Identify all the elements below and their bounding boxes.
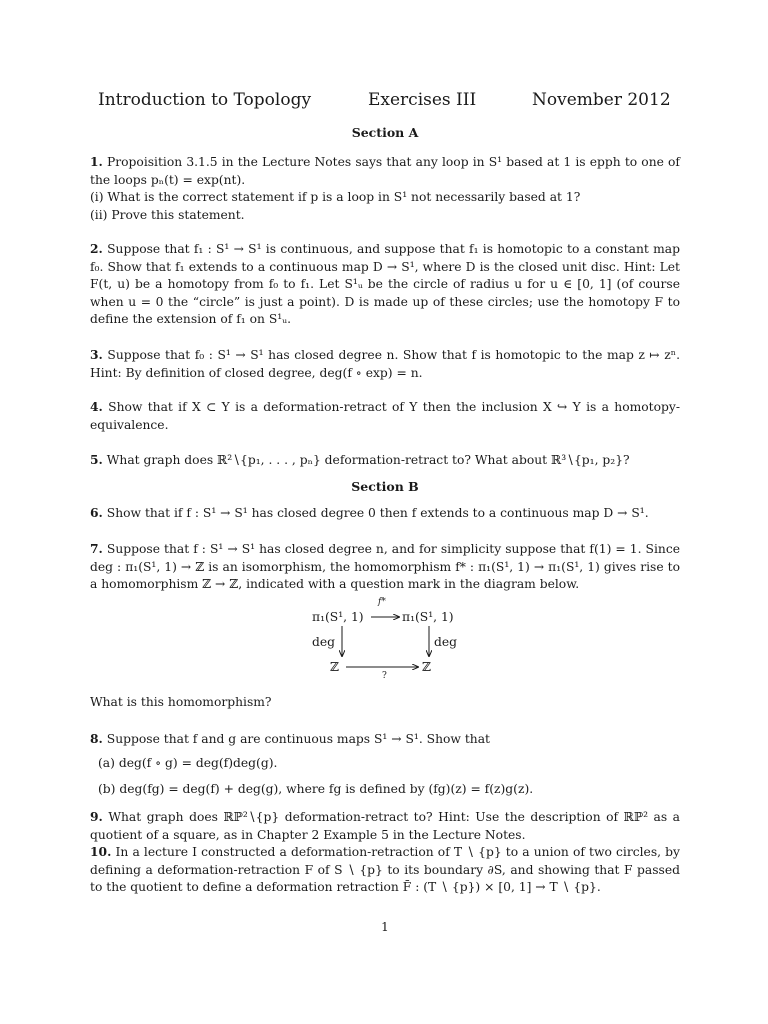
diagram-top-right: π₁(S¹, 1) [402,610,454,624]
exercise-part-ii: (ii) Prove this statement. [90,207,245,222]
course-title: Introduction to Topology [98,90,312,110]
exercise-text: What graph does ℝ²∖{p₁, . . . , pₙ} deformation-retract to? What about ℝ³∖{p₁, p₂}? [106,453,630,467]
commutative-diagram [90,597,680,690]
exercise-text: Show that if f : S¹ → S¹ has closed degree 0 then f extends to a continuous map D → S¹. [106,506,649,520]
exercise-8 [90,730,680,749]
exercise-8-part-b: (b) deg(fg) = deg(f) + deg(g), where fg is defined by (fg)(z) = f(z)g(z). [98,782,534,796]
exercise-3 [90,346,680,382]
diagram-bottom-right: ℤ [422,660,431,674]
exercise-2 [90,240,680,329]
exercise-part-i: (i) What is the correct statement if p is a loop in S¹ not necessarily based at 1? [90,190,581,204]
section-b-heading: Section B [351,479,419,494]
exercise-number: 9. [90,809,103,824]
exercise-8-part-a: (a) deg(f ∘ g) = deg(f)deg(g). [98,756,278,770]
diagram-right-arrow-label: deg [434,635,458,649]
exercise-text: Suppose that f₁ : S¹ → S¹ is continuous, and suppose that f₁ is homotopic to a constant map f₀. Show that f₁ extends to a continuous map D → S¹, where D is the closed unit disc. Hint: Let F(t, u) be a homotopy from f₀ to f₁. Let S¹ᵤ be the circle of radius u for u ∈ [0, 1] (of course when u = 0 the “circle” is just a point). D is made up of these circles; use the homotopy F to define the extension of f₁ on S¹ᵤ. [90,242,680,326]
exercise-10 [90,843,680,897]
exercise-number: 6. [90,505,103,520]
exercise-text: Suppose that f and g are continuous maps S¹ → S¹. Show that [106,732,490,746]
diagram-bottom-left: ℤ [330,660,339,674]
exercise-number: 1. [90,154,103,169]
exercise-number: 5. [90,452,103,467]
exercise-1 [90,153,680,224]
diagram-arrows [90,600,680,690]
exercise-number: 4. [90,399,103,414]
exercise-text: Propoisition 3.1.5 in the Lecture Notes says that any loop in S¹ based at 1 is epph to one of the loops pₙ(t) = exp(nt). [90,155,680,187]
exercise-number: 8. [90,731,103,746]
diagram-top-left: π₁(S¹, 1) [312,610,364,624]
exercise-number: 3. [90,347,103,362]
exercise-text: What graph does ℝℙ²∖{p} deformation-retract to? Hint: Use the description of ℝℙ² as a quotient of a square, as in Chapter 2 Example 5 in the Lecture Notes. [90,810,680,842]
header [90,90,680,114]
exercise-5 [90,451,680,470]
exercise-text: Suppose that f : S¹ → S¹ has closed degree n, and for simplicity suppose that f(1) = 1. Since deg : π₁(S¹, 1) → ℤ is an isomorphism, the homomorphism f* : π₁(S¹, 1) → π₁(S¹, 1) gives rise to a homomorphism ℤ → ℤ, indicated with a question mark in the diagram below. [90,542,680,591]
date: November 2012 [532,90,671,110]
exercise-text: Suppose that f₀ : S¹ → S¹ has closed degree n. Show that f is homotopic to the map z ↦ zⁿ. Hint: By definition of closed degree, deg(f ∘ exp) = n. [90,348,680,380]
exercise-number: 2. [90,241,103,256]
page-number: 1 [381,920,389,934]
exercise-number: 7. [90,541,103,556]
diagram-left-arrow-label: deg [312,635,336,649]
diagram-bottom-arrow-label: ? [382,671,387,681]
exercise-6 [90,504,680,523]
exercise-7 [90,540,680,594]
exercise-9 [90,808,680,844]
exercise-number: 10. [90,844,112,859]
exercise-text: In a lecture I constructed a deformation-retraction of T ∖ {p} to a union of two circles, by defining a deformation-retraction F of S ∖ {p} to its boundary ∂S, and showing that F passed to the quotient to define a deformation retraction F̄ : (T ∖ {p}) × [0, 1] → T ∖ {p}. [90,845,680,894]
exercise-text: Show that if X ⊂ Y is a deformation-retract of Y then the inclusion X ↪ Y is a homotopy-equivalence. [90,400,680,432]
exercise-7-question: What is this homomorphism? [90,695,272,709]
exercise-4 [90,398,680,434]
exercise-title: Exercises III [368,90,477,110]
diagram-top-arrow-label: f* [378,597,386,607]
section-a-heading: Section A [351,125,419,140]
